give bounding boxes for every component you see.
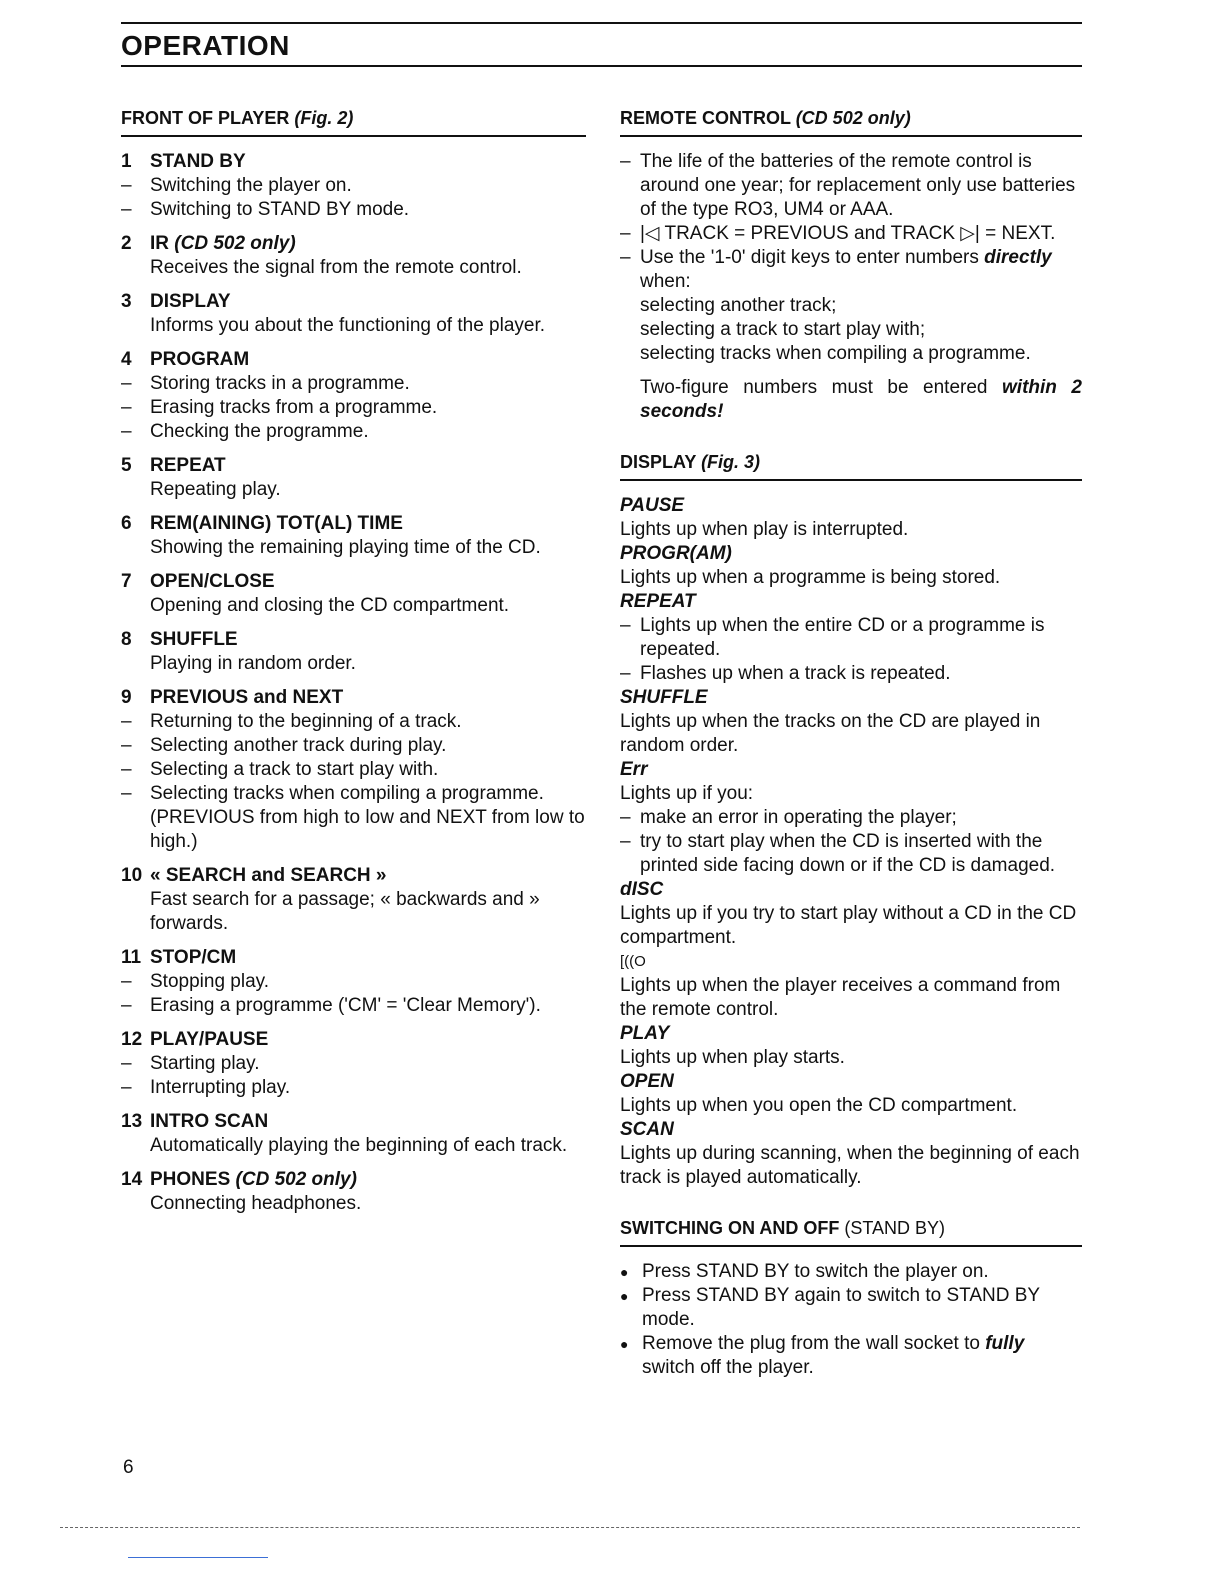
switching-heading <box>620 1216 1082 1247</box>
item-number: 9 <box>121 687 132 708</box>
page-title: OPERATION <box>121 30 290 61</box>
item-title-text: REPEAT <box>150 455 226 476</box>
remote-heading-ref: (CD 502 only) <box>795 108 911 128</box>
front-item <box>121 864 586 936</box>
front-item <box>121 454 586 502</box>
item-line: – Selecting tracks when compiling a programme. (PREVIOUS from high to low and NEXT from low to high.) <box>121 782 586 854</box>
item-title <box>150 1110 586 1134</box>
item-number: 10 <box>121 865 143 886</box>
remote-digits: – Use the '1-0' digit keys to enter numbers directly when: <box>620 246 1082 294</box>
front-item <box>121 512 586 560</box>
scan-artifact-mark <box>128 1557 268 1558</box>
remote-use-1: selecting another track; <box>640 295 837 316</box>
display-text-progr: Lights up when a programme is being stored. <box>620 567 1001 588</box>
front-item <box>121 686 586 854</box>
item-line: – Selecting a track to start play with. <box>121 758 586 782</box>
item-line: – Switching the player on. <box>121 174 586 198</box>
item-title <box>150 628 586 652</box>
display-term-scan: SCAN <box>620 1119 674 1140</box>
display-text-shuffle: Lights up when the tracks on the CD are played in random order. <box>620 711 1041 756</box>
display-err-1: – make an error in operating the player; <box>620 806 1082 830</box>
item-line: Opening and closing the CD compartment. <box>150 595 510 616</box>
front-item <box>121 570 586 618</box>
display-heading-ref: (Fig. 3) <box>701 452 761 472</box>
item-line: – Erasing tracks from a programme. <box>121 396 586 420</box>
front-item <box>121 628 586 676</box>
item-title-text: INTRO SCAN <box>150 1111 269 1132</box>
item-title <box>150 686 586 710</box>
item-line: Showing the remaining playing time of the CD. <box>150 537 541 558</box>
front-heading-ref: (Fig. 2) <box>294 108 354 128</box>
item-line: – Switching to STAND BY mode. <box>121 198 586 222</box>
item-title <box>150 290 586 314</box>
item-title <box>150 232 586 256</box>
item-title-text: PREVIOUS and NEXT <box>150 687 344 708</box>
front-item <box>121 1110 586 1158</box>
item-line: Fast search for a passage; « backwards and » forwards. <box>150 889 540 934</box>
display-term-pause: PAUSE <box>620 495 685 516</box>
item-line: – Erasing a programme ('CM' = 'Clear Memory'). <box>121 994 586 1018</box>
display-text-open: Lights up when you open the CD compartment. <box>620 1095 1018 1116</box>
item-number: 1 <box>121 151 132 172</box>
item-title-text: PROGRAM <box>150 349 250 370</box>
front-items <box>121 150 586 1216</box>
item-title-text: STOP/CM <box>150 947 237 968</box>
item-number: 8 <box>121 629 132 650</box>
item-title <box>150 570 586 594</box>
item-line: Repeating play. <box>150 479 281 500</box>
item-number: 7 <box>121 571 132 592</box>
right-column <box>620 106 1082 1398</box>
item-number: 14 <box>121 1169 143 1190</box>
item-line: – Storing tracks in a programme. <box>121 372 586 396</box>
item-number: 5 <box>121 455 132 476</box>
display-text-scan: Lights up during scanning, when the beginning of each track is played automatically. <box>620 1143 1080 1188</box>
item-title <box>150 1028 586 1052</box>
remote-heading-text: REMOTE CONTROL <box>620 108 791 128</box>
front-item <box>121 290 586 338</box>
item-title-text: OPEN/CLOSE <box>150 571 275 592</box>
item-line: – Selecting another track during play. <box>121 734 586 758</box>
display-repeat-2: – Flashes up when a track is repeated. <box>620 662 1082 686</box>
front-item <box>121 946 586 1018</box>
item-number: 11 <box>121 947 142 968</box>
remote-battery: – The life of the batteries of the remote control is around one year; for replacement only use batteries of the type RO3, UM4 or AAA. <box>620 150 1082 222</box>
item-line: Automatically playing the beginning of each track. <box>150 1135 568 1156</box>
display-term-repeat: REPEAT <box>620 591 696 612</box>
display-term-ir: [((O <box>620 953 646 970</box>
switching-bullet-1: ● Press STAND BY to switch the player on. <box>620 1260 1082 1284</box>
item-title-text: « SEARCH and SEARCH » <box>150 865 387 886</box>
item-number: 12 <box>121 1029 143 1050</box>
display-text-err: Lights up if you: <box>620 783 754 804</box>
item-title <box>150 1168 586 1192</box>
item-number: 4 <box>121 349 132 370</box>
display-repeat-1: – Lights up when the entire CD or a programme is repeated. <box>620 614 1082 662</box>
item-line: – Checking the programme. <box>121 420 586 444</box>
remote-track-keys: – |◁ TRACK = PREVIOUS and TRACK ▷| = NEXT. <box>620 222 1082 246</box>
front-heading-text: FRONT OF PLAYER <box>121 108 290 128</box>
front-item <box>121 150 586 222</box>
item-title <box>150 150 586 174</box>
item-title <box>150 348 586 372</box>
display-term-shuffle: SHUFFLE <box>620 687 708 708</box>
display-term-err: Err <box>620 759 648 780</box>
display-term-disc: dISC <box>620 879 664 900</box>
remote-use-2: selecting a track to start play with; <box>640 319 926 340</box>
item-line: – Starting play. <box>121 1052 586 1076</box>
remote-two-figure: Two-figure numbers must be entered within 2 seconds! <box>640 377 1082 422</box>
item-number: 2 <box>121 233 132 254</box>
item-title <box>150 946 586 970</box>
item-line: Receives the signal from the remote control. <box>150 257 522 278</box>
front-item <box>121 232 586 280</box>
remote-section <box>620 106 1082 424</box>
remote-use-3: selecting tracks when compiling a programme. <box>640 343 1031 364</box>
item-title-text: REM(AINING) TOT(AL) TIME <box>150 513 403 534</box>
front-item <box>121 348 586 444</box>
display-term-play: PLAY <box>620 1023 670 1044</box>
item-line: Informs you about the functioning of the player. <box>150 315 546 336</box>
item-line: – Returning to the beginning of a track. <box>121 710 586 734</box>
switching-bullet-3: ● Remove the plug from the wall socket to fully switch off the player. <box>620 1332 1082 1380</box>
item-line: – Stopping play. <box>121 970 586 994</box>
display-text-pause: Lights up when play is interrupted. <box>620 519 909 540</box>
item-title-note: (CD 502 only) <box>174 233 296 254</box>
item-line: Connecting headphones. <box>150 1193 362 1214</box>
front-item <box>121 1168 586 1216</box>
remote-heading <box>620 106 1082 137</box>
item-title <box>150 864 586 888</box>
display-term-progr: PROGR(AM) <box>620 543 732 564</box>
item-title-text: SHUFFLE <box>150 629 238 650</box>
item-line: – Interrupting play. <box>121 1076 586 1100</box>
item-title-text: DISPLAY <box>150 291 231 312</box>
scan-artifact-line <box>60 1527 1080 1528</box>
item-number: 3 <box>121 291 132 312</box>
item-title-note: (CD 502 only) <box>235 1169 357 1190</box>
page-number: 6 <box>123 1457 134 1478</box>
item-title-text: STAND BY <box>150 151 246 172</box>
display-heading <box>620 450 1082 481</box>
left-column <box>121 106 586 1226</box>
item-title-text: PLAY/PAUSE <box>150 1029 269 1050</box>
switching-heading-note: (STAND BY) <box>844 1218 946 1238</box>
front-heading <box>121 106 586 137</box>
switching-section <box>620 1216 1082 1380</box>
item-title <box>150 512 586 536</box>
item-title-text: PHONES <box>150 1169 231 1190</box>
top-rule <box>121 22 1082 24</box>
item-title <box>150 454 586 478</box>
display-heading-text: DISPLAY <box>620 452 697 472</box>
item-number: 6 <box>121 513 132 534</box>
display-term-open: OPEN <box>620 1071 674 1092</box>
title-rule <box>121 65 1082 67</box>
display-err-2: – try to start play when the CD is inserted with the printed side facing down or if the CD is damaged. <box>620 830 1082 878</box>
item-title-text: IR <box>150 233 169 254</box>
front-item <box>121 1028 586 1100</box>
switching-heading-text: SWITCHING ON AND OFF <box>620 1218 840 1238</box>
display-text-play: Lights up when play starts. <box>620 1047 845 1068</box>
item-number: 13 <box>121 1111 143 1132</box>
display-text-disc: Lights up if you try to start play without a CD in the CD compartment. <box>620 903 1077 948</box>
switching-bullet-2: ● Press STAND BY again to switch to STAND BY mode. <box>620 1284 1082 1332</box>
display-section <box>620 450 1082 1190</box>
display-text-ir: Lights up when the player receives a command from the remote control. <box>620 975 1061 1020</box>
item-line: Playing in random order. <box>150 653 356 674</box>
